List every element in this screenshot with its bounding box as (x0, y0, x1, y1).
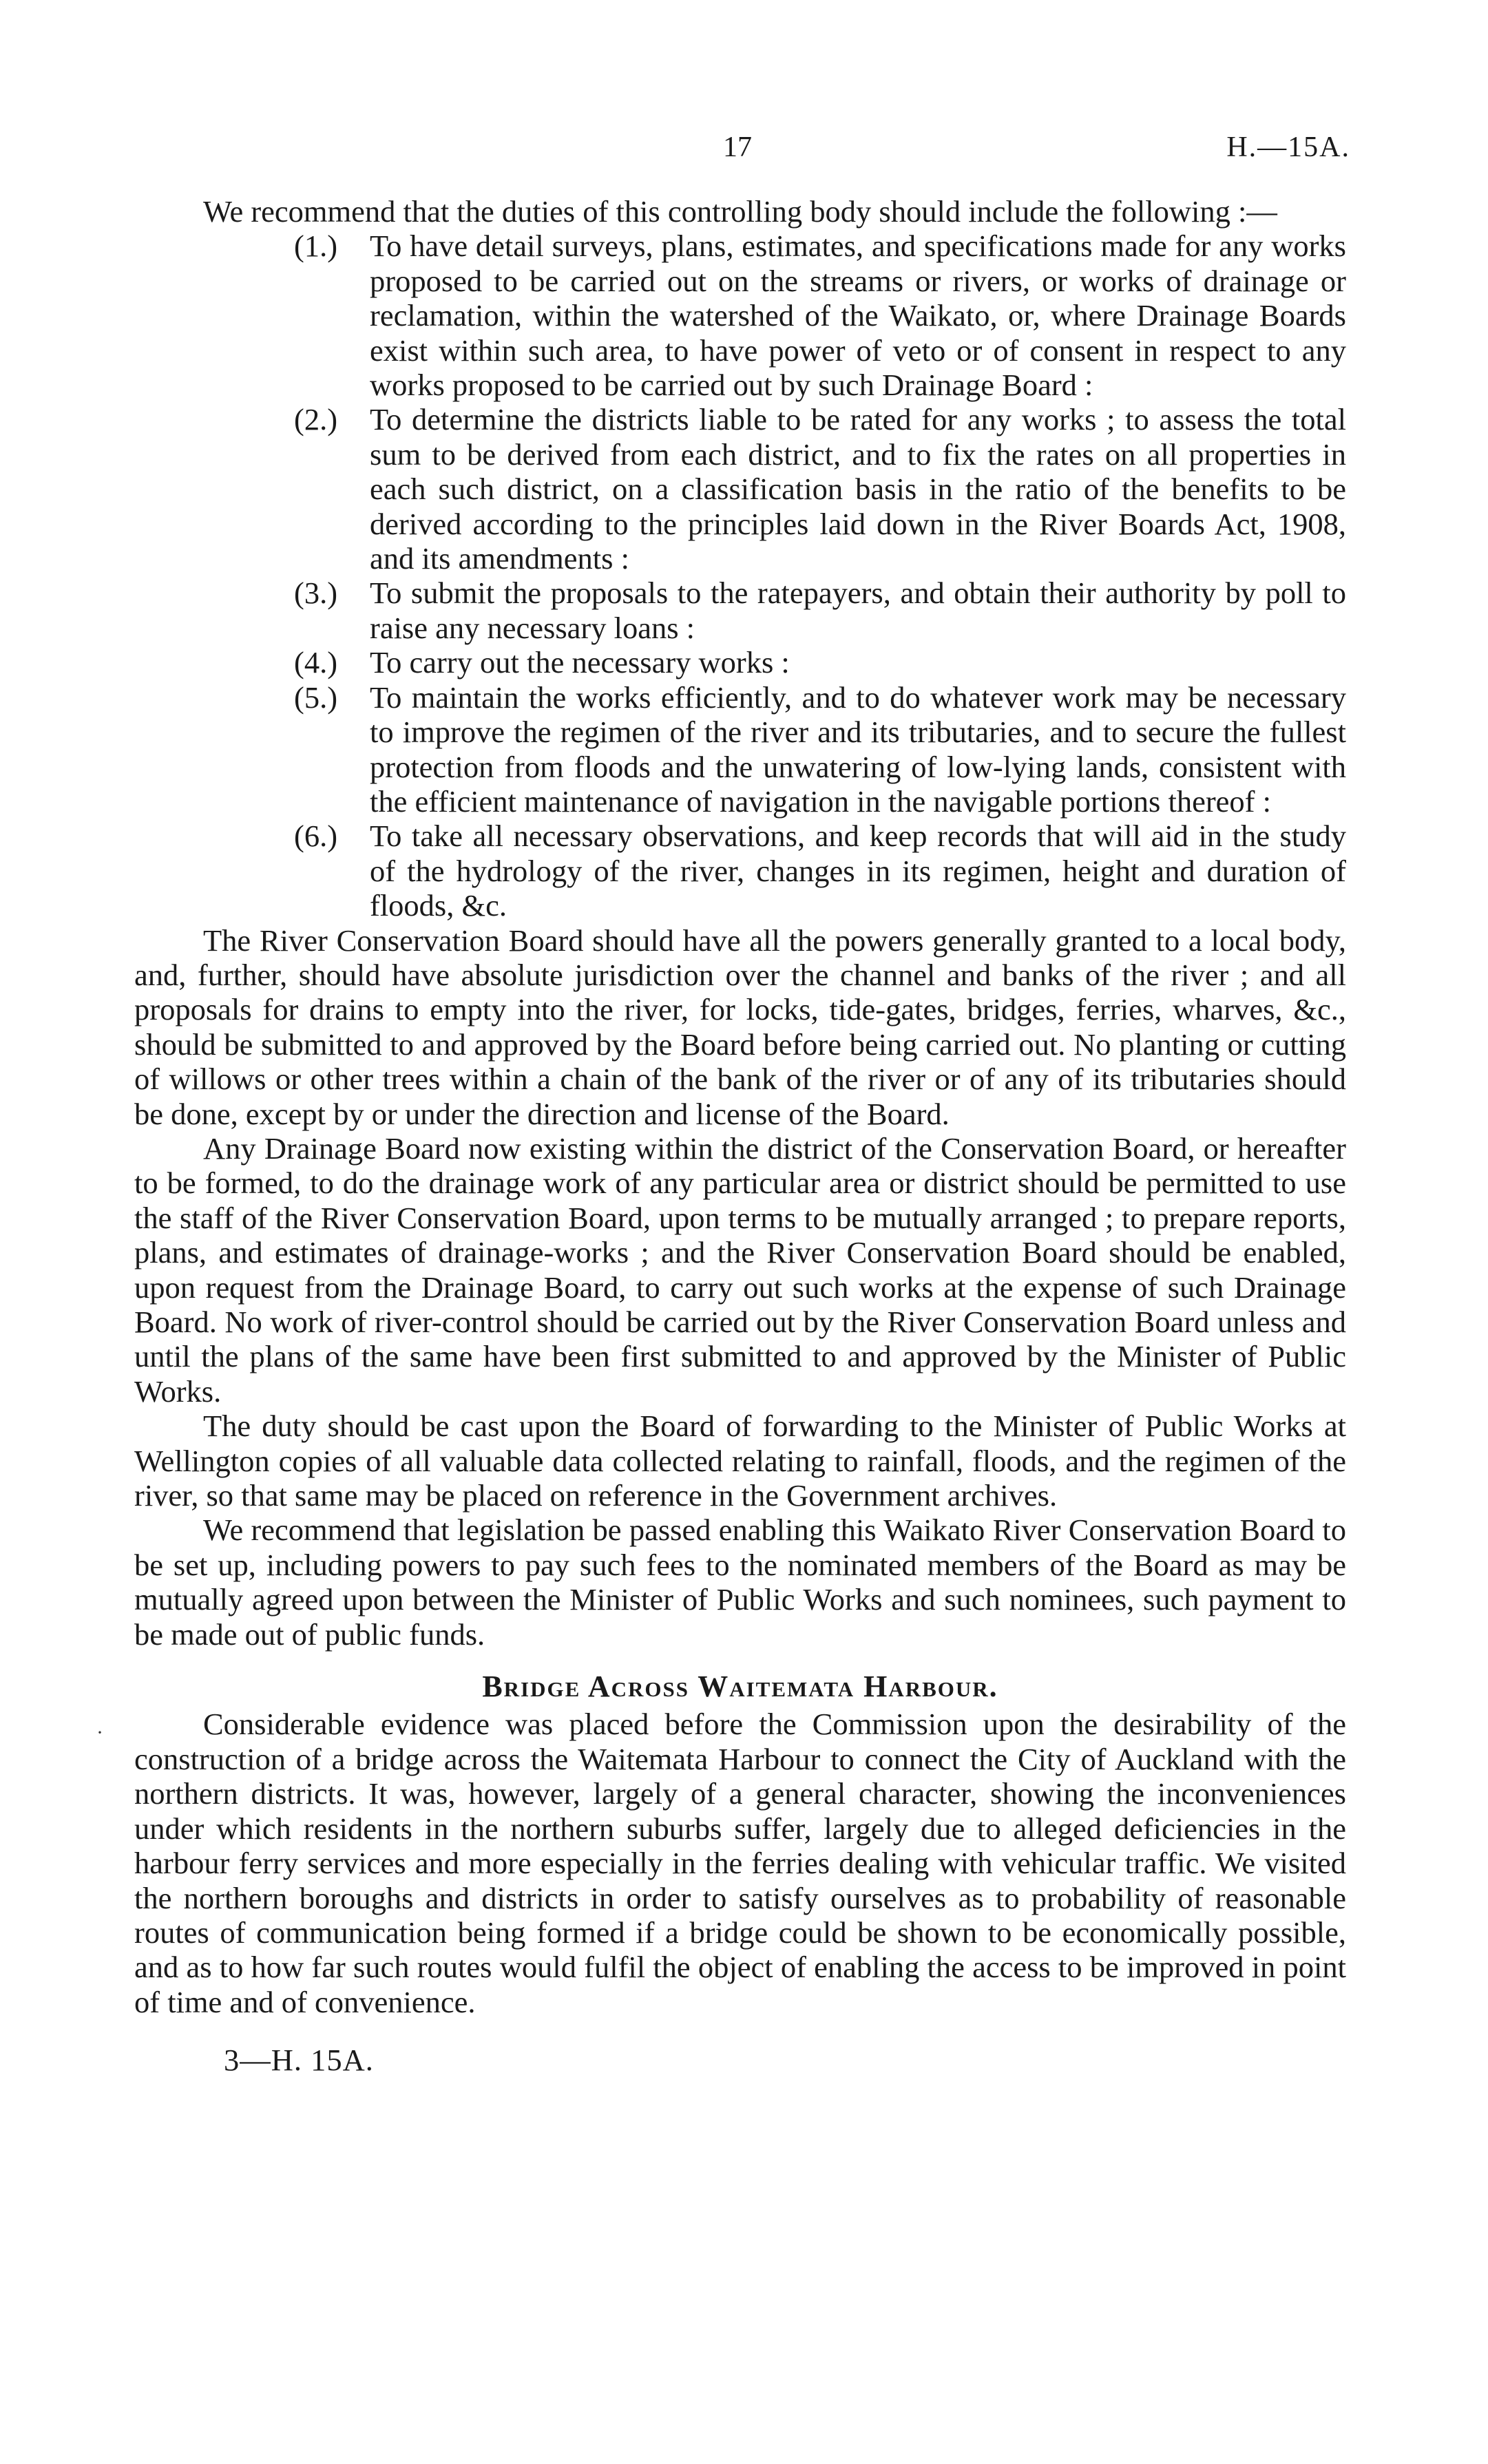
page-header (0, 131, 1488, 172)
list-item (134, 576, 1346, 645)
duties-list (134, 229, 1346, 923)
list-item-text: To submit the proposals to the ratepayers, and obtain their authority by poll to raise any necessary loans : (370, 576, 1346, 645)
list-item-number: (3.) (294, 576, 338, 611)
section-heading: Bridge Across Waitemata Harbour. (482, 1670, 998, 1704)
body-paragraph: We recommend that legislation be passed enabling this Waikato River Conservation Board to be set up, including powers to pay such fees to the nominated members of the Board as may be mutually agreed upon between the Minister of Public Works and such nominees, such payment to be made out of public funds. (134, 1513, 1346, 1652)
list-item-number: (6.) (294, 819, 338, 854)
section-paragraph: Considerable evidence was placed before the Commission upon the desirability of the construction of a bridge across the Waitemata Harbour to connect the City of Auckland with the northern districts. It was, however, largely of a general character, showing the inconveniences under which residents in the northern suburbs suffer, largely due to alleged deficiencies in the harbour ferry services and more especially in the ferries dealing with vehicular traffic. We visited the northern boroughs and districts in order to satisfy ourselves as to probability of reasonable routes of communication being formed if a bridge could be shown to be economically possible, and as to how far such routes would fulfil the object of enabling the access to be improved in point of time and of convenience. (134, 1707, 1346, 2019)
body-paragraph: The River Conservation Board should have all the powers generally granted to a local body, and, further, should have absolute jurisdiction over the channel and banks of the river ; and all proposals for drains to empty into the river, for locks, tide-gates, bridges, ferries, wharves, &c., should be submitted to and approved by the Board before being carried out. No planting or cutting of willows or other trees within a chain of the bank of the river or of any of its tributaries should be done, except by or under the direction and license of the Board. (134, 923, 1346, 1131)
list-item (134, 229, 1346, 402)
list-item-number: (1.) (294, 229, 338, 264)
list-item-text: To take all necessary observations, and keep records that will aid in the study of the hydrology of the river, changes in its regimen, height and duration of floods, &c. (370, 819, 1346, 923)
page-number: 17 (723, 131, 752, 163)
list-item (134, 402, 1346, 576)
list-item-number: (5.) (294, 680, 338, 715)
list-item (134, 819, 1346, 923)
list-item (134, 645, 1346, 680)
list-item-text: To carry out the necessary works : (370, 645, 790, 680)
margin-dot: · (96, 1721, 103, 1744)
list-item-number: (4.) (294, 645, 338, 680)
intro-paragraph: We recommend that the duties of this controlling body should include the following :— (203, 194, 1277, 229)
document-body (134, 194, 1346, 2078)
footer-signature: 3—H. 15A. (224, 2043, 374, 2078)
body-paragraph: The duty should be cast upon the Board of forwarding to the Minister of Public Works at Wellington copies of all valuable data collected relating to rainfall, floods, and the regimen of the river, so that same may be placed on reference in the Government archives. (134, 1409, 1346, 1513)
list-item-text: To maintain the works efficiently, and to do whatever work may be necessary to improve the regimen of the river and its tributaries, and to secure the fullest protection from floods and the unwatering of low-lying lands, consistent with the efficient maintenance of navigation in the navigable portions thereof : (370, 680, 1346, 819)
list-item-number: (2.) (294, 402, 338, 437)
body-paragraph: Any Drainage Board now existing within the district of the Conservation Board, or hereafter to be formed, to do the drainage work of any particular area or district should be permitted to use the staff of the River Conservation Board, upon terms to be mutually arranged ; to prepare reports, plans, and estimates of drainage-works ; and the River Conservation Board should be enabled, upon request from the Drainage Board, to carry out such works at the expense of such Drainage Board. No work of river-control should be carried out by the River Conservation Board unless and until the plans of the same have been first submitted to and approved by the Minister of Public Works. (134, 1130, 1346, 1409)
list-item (134, 680, 1346, 819)
list-item-text: To determine the districts liable to be rated for any works ; to assess the total sum to be derived from each district, and to fix the rates on all properties in each such district, on a classification basis in the ratio of the benefits to be derived according to the principles laid down in the River Boards Act, 1908, and its amendments : (370, 402, 1346, 576)
list-item-text: To have detail surveys, plans, estimates, and specifications made for any works proposed to be carried out on the streams or rivers, or works of drainage or reclamation, within the watershed of the Waikato, or, where Drainage Boards exist within such area, to have power of veto or of consent in respect to any works proposed to be carried out by such Drainage Board : (370, 229, 1346, 403)
document-reference: H.—15A. (1226, 131, 1350, 163)
